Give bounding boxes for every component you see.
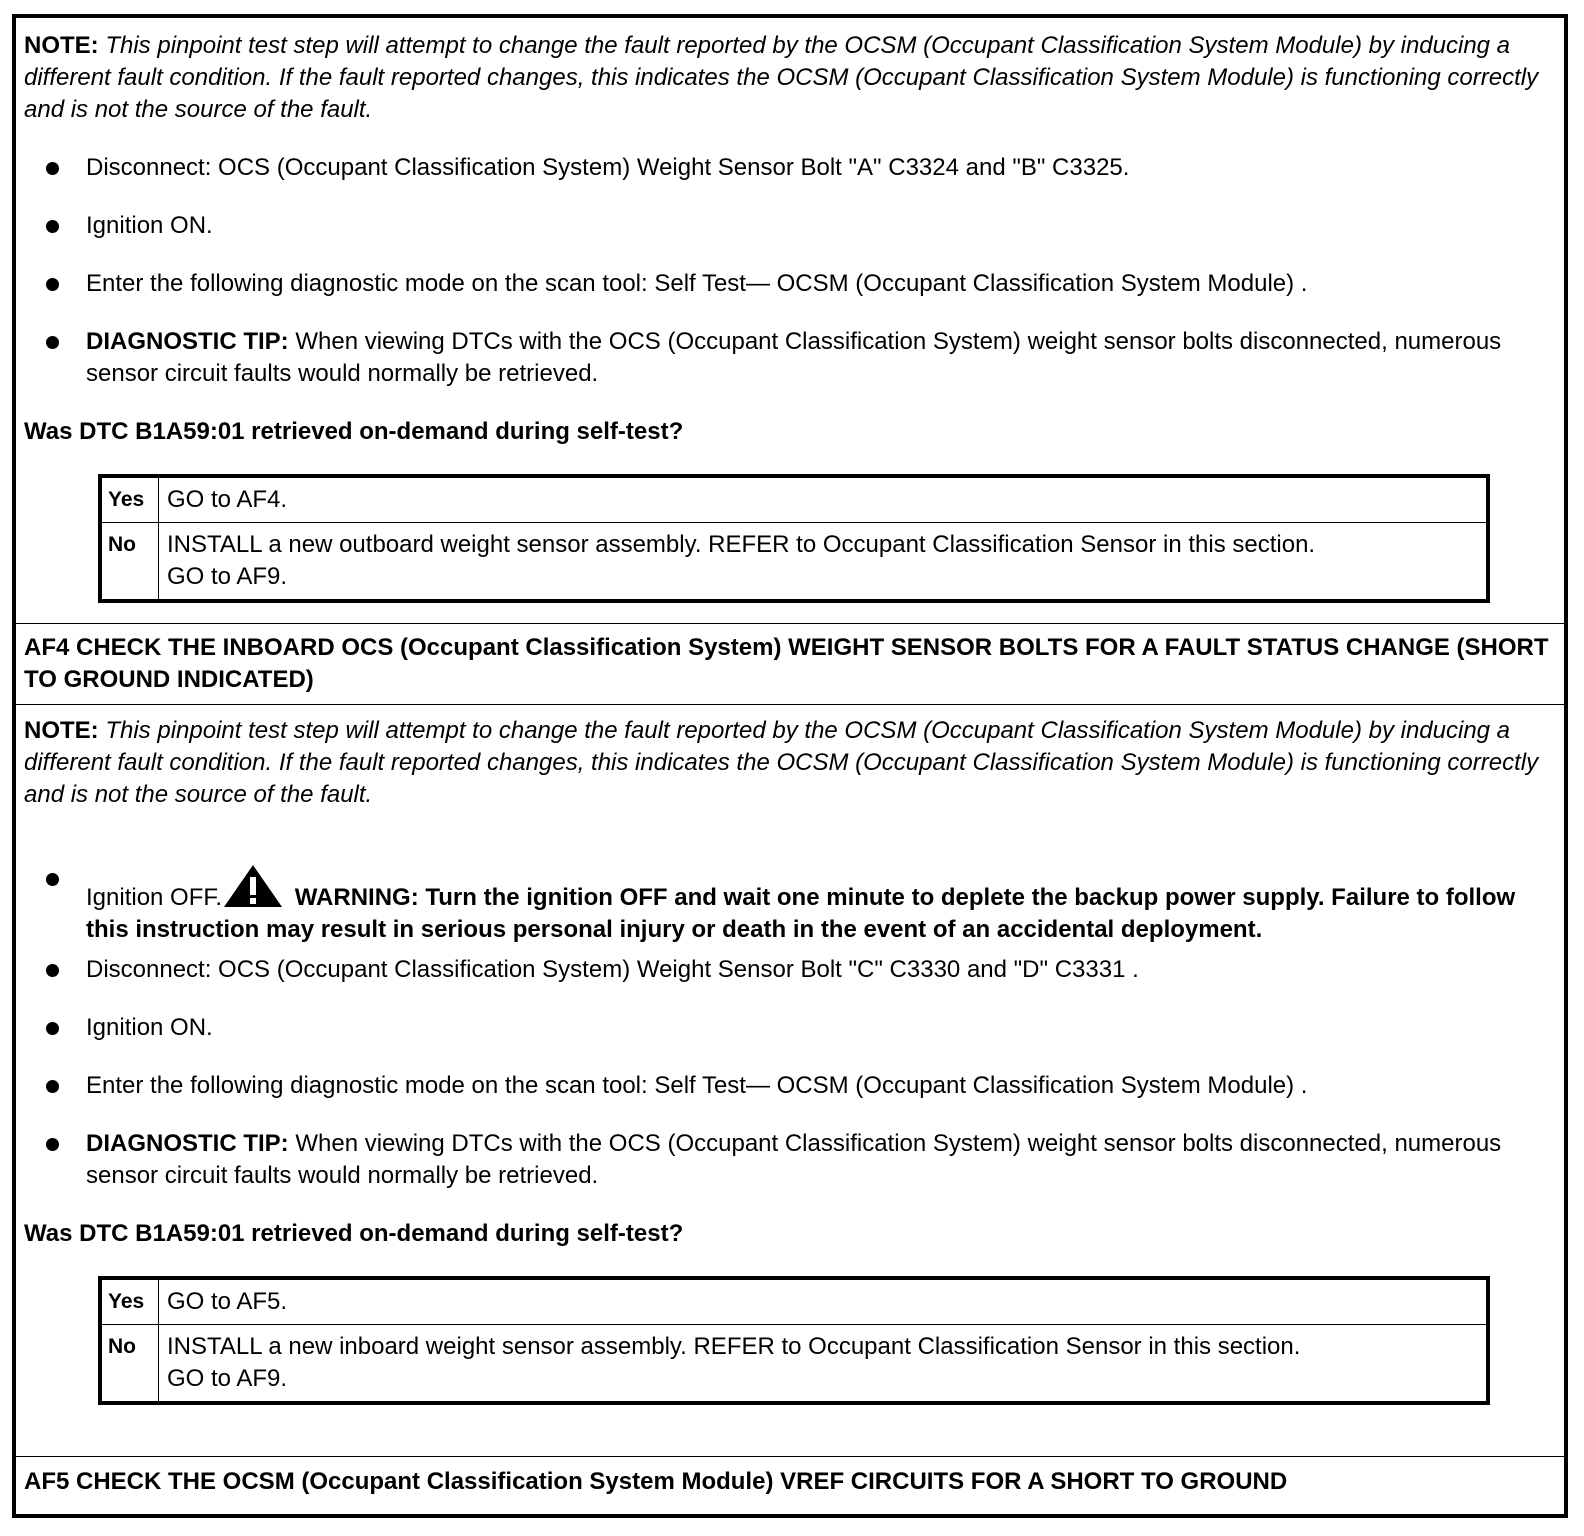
- table-row: [100, 523, 1488, 602]
- no-action-line-2: GO to AF9.: [167, 1365, 288, 1392]
- divider: [16, 1456, 1564, 1457]
- tip-text: When viewing DTCs with the OCS (Occupant Classification System) weight sensor bolts disconnected, numerous sensor circuit faults would normally be retrieved.: [86, 328, 1502, 387]
- answer-table: [98, 474, 1490, 603]
- note-text: This pinpoint test step will attempt to change the fault reported by the OCSM (Occupant Classification System Module) by inducing a different fault condition. If the fault reported changes, this indicates the OCSM (Occupant Classification System Module) is functioning correctly and is not the source of the fault.: [24, 717, 1539, 808]
- no-action: [159, 523, 1489, 602]
- ignition-off-text: Ignition OFF.: [86, 884, 223, 911]
- warning-icon: [222, 863, 284, 909]
- answer-table: [98, 1276, 1490, 1405]
- note-label: NOTE:: [24, 32, 99, 59]
- yes-action: GO to AF5.: [159, 1278, 1489, 1325]
- no-label: No: [100, 1325, 159, 1404]
- table-row: [100, 1278, 1488, 1325]
- step-heading-af4: AF4 CHECK THE INBOARD OCS (Occupant Classification System) WEIGHT SENSOR BOLTS FOR A FAULT STATUS CHANGE (SHORT TO GROUND INDICATED): [24, 634, 1549, 693]
- tip-label: DIAGNOSTIC TIP:: [86, 328, 289, 355]
- warning-message: WARNING: Turn the ignition OFF and wait one minute to deplete the backup power supply. Failure to follow this instruction may result in serious personal injury or death in the event of an accidental deployment.: [86, 884, 1516, 943]
- list-item-text: Ignition ON.: [86, 1014, 213, 1041]
- diagnostic-tip-text: [86, 326, 1552, 390]
- note-paragraph-1: [24, 30, 1552, 126]
- note-text: This pinpoint test step will attempt to change the fault reported by the OCSM (Occupant Classification System Module) by inducing a different fault condition. If the fault reported changes, this indicates the OCSM (Occupant Classification System Module) is functioning correctly and is not the source of the fault.: [24, 32, 1539, 123]
- divider: [16, 704, 1564, 705]
- list-item-text: Enter the following diagnostic mode on the scan tool: Self Test— OCSM (Occupant Classification System Module) .: [86, 1072, 1308, 1099]
- list-item-text: Disconnect: OCS (Occupant Classification System) Weight Sensor Bolt "A" C3324 and "B" C3325.: [86, 154, 1130, 181]
- table-row: [100, 476, 1488, 523]
- table-row: [100, 1325, 1488, 1404]
- tip-text: When viewing DTCs with the OCS (Occupant Classification System) weight sensor bolts disconnected, numerous sensor circuit faults would normally be retrieved.: [86, 1130, 1502, 1189]
- no-action: [159, 1325, 1489, 1404]
- procedure-frame: [12, 14, 1568, 1518]
- note-label: NOTE:: [24, 717, 99, 744]
- step-heading-af5: AF5 CHECK THE OCSM (Occupant Classification System Module) VREF CIRCUITS FOR A SHORT TO GROUND: [24, 1468, 1288, 1495]
- bullet-icon: [46, 220, 59, 233]
- yes-action: GO to AF4.: [159, 476, 1489, 523]
- diagnostic-tip-text: [86, 1128, 1552, 1192]
- bullet-icon: [46, 336, 59, 349]
- no-label: No: [100, 523, 159, 602]
- list-item-text: Enter the following diagnostic mode on the scan tool: Self Test— OCSM (Occupant Classification System Module) .: [86, 270, 1308, 297]
- question: Was DTC B1A59:01 retrieved on-demand during self-test?: [24, 418, 684, 445]
- no-action-line-1: INSTALL a new outboard weight sensor assembly. REFER to Occupant Classification Sensor in this section.: [167, 531, 1316, 558]
- note-paragraph-2: [24, 715, 1552, 811]
- bullet-icon: [46, 1022, 59, 1035]
- divider: [16, 623, 1564, 624]
- warning-text: [86, 863, 1552, 946]
- list-item-text: Ignition ON.: [86, 212, 213, 239]
- list-item-text: Disconnect: OCS (Occupant Classification System) Weight Sensor Bolt "C" C3330 and "D" C3331 .: [86, 956, 1139, 983]
- yes-label: Yes: [100, 476, 159, 523]
- bullet-icon: [46, 162, 59, 175]
- no-action-line-2: GO to AF9.: [167, 563, 288, 590]
- question: Was DTC B1A59:01 retrieved on-demand during self-test?: [24, 1220, 684, 1247]
- bullet-icon: [46, 1080, 59, 1093]
- bullet-icon: [46, 964, 59, 977]
- no-action-line-1: INSTALL a new inboard weight sensor assembly. REFER to Occupant Classification Sensor in this section.: [167, 1333, 1301, 1360]
- bullet-icon: [46, 873, 59, 886]
- tip-label: DIAGNOSTIC TIP:: [86, 1130, 289, 1157]
- bullet-icon: [46, 278, 59, 291]
- bullet-icon: [46, 1138, 59, 1151]
- yes-label: Yes: [100, 1278, 159, 1325]
